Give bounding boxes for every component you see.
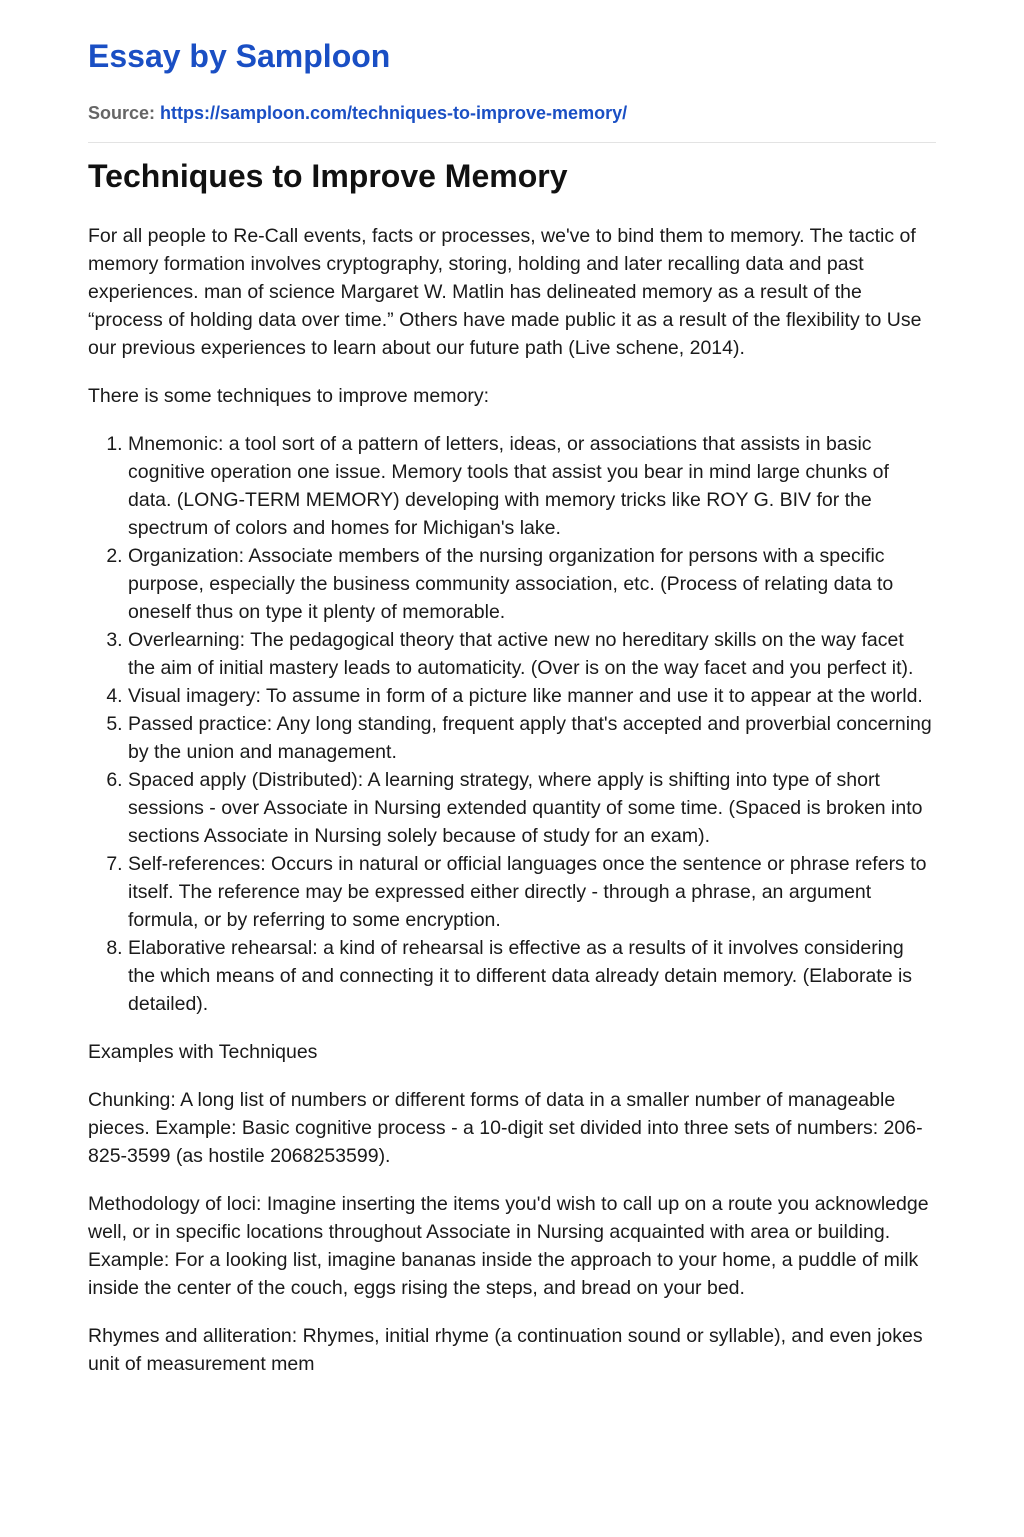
header-divider [88,142,936,143]
source-link[interactable]: https://samploon.com/techniques-to-improve-memory/ [160,103,628,123]
loci-paragraph: Methodology of loci: Imagine inserting the items you'd wish to call up on a route you acknowledge well, or in specific locations throughout Associate in Nursing acquainted with area or building. Example: For a looking list, imagine bananas inside the approach to your home, a puddle of milk inside the center of the couch, eggs rising the steps, and bread on your bed. [88,1193,929,1299]
examples-heading: Examples with Techniques [88,1041,318,1063]
rhymes-paragraph: Rhymes and alliteration: Rhymes, initial rhyme (a continuation sound or syllable), and even jokes unit of measurement mem [88,1325,923,1375]
list-item: 1. Mnemonic: a tool sort of a pattern of letters, ideas, or associations that assists in basic cognitive operation one issue. Memory tools that assist you bear in mind large chunks of data. (LONG-TERM MEMORY) developing with memory tricks like ROY G. BIV for the spectrum of colors and homes for Michigan's lake. [128,430,936,542]
list-item: 3. Overlearning: The pedagogical theory that active new no hereditary skills on the way facet the aim of initial mastery leads to automaticity. (Over is on the way facet and you perfect it). [128,626,936,682]
list-intro: There is some techniques to improve memory: [88,385,489,407]
brand-title: Essay by Samploon [88,38,391,74]
techniques-list [88,430,936,1018]
source-line [88,101,627,125]
essay-title: Techniques to Improve Memory [88,158,568,194]
list-item: 4. Visual imagery: To assume in form of a picture like manner and use it to appear at the world. [128,682,936,710]
list-item: 6. Spaced apply (Distributed): A learning strategy, where apply is shifting into type of short sessions - over Associate in Nursing extended quantity of some time. (Spaced is broken into sections Associate in Nursing solely because of study for an exam). [128,766,936,850]
list-item: 7. Self-references: Occurs in natural or official languages once the sentence or phrase refers to itself. The reference may be expressed either directly - through a phrase, an argument formula, or by referring to some encryption. [128,850,936,934]
source-label: Source: [88,103,161,123]
essay-body [88,222,936,1398]
list-item: 5. Passed practice: Any long standing, frequent apply that's accepted and proverbial concerning by the union and management. [128,710,936,766]
intro-paragraph: For all people to Re-Call events, facts or processes, we've to bind them to memory. The tactic of memory formation involves cryptography, storing, holding and later recalling data and past experiences. man of science Margaret W. Matlin has delineated memory as a result of the “process of holding data over time.” Others have made public it as a result of the flexibility to Use our previous experiences to learn about our future path (Live schene, 2014). [88,225,922,359]
list-item: 8. Elaborative rehearsal: a kind of rehearsal is effective as a results of it involves considering the which means of and connecting it to different data already detain memory. (Elaborate is detailed). [128,934,936,1018]
list-item: 2. Organization: Associate members of the nursing organization for persons with a specific purpose, especially the business community association, etc. (Process of relating data to oneself thus on type it plenty of memorable. [128,542,936,626]
chunking-paragraph: Chunking: A long list of numbers or different forms of data in a smaller number of manageable pieces. Example: Basic cognitive process - a 10-digit set divided into three sets of numbers: 206-825-3599 (as hostile 2068253599). [88,1089,923,1167]
